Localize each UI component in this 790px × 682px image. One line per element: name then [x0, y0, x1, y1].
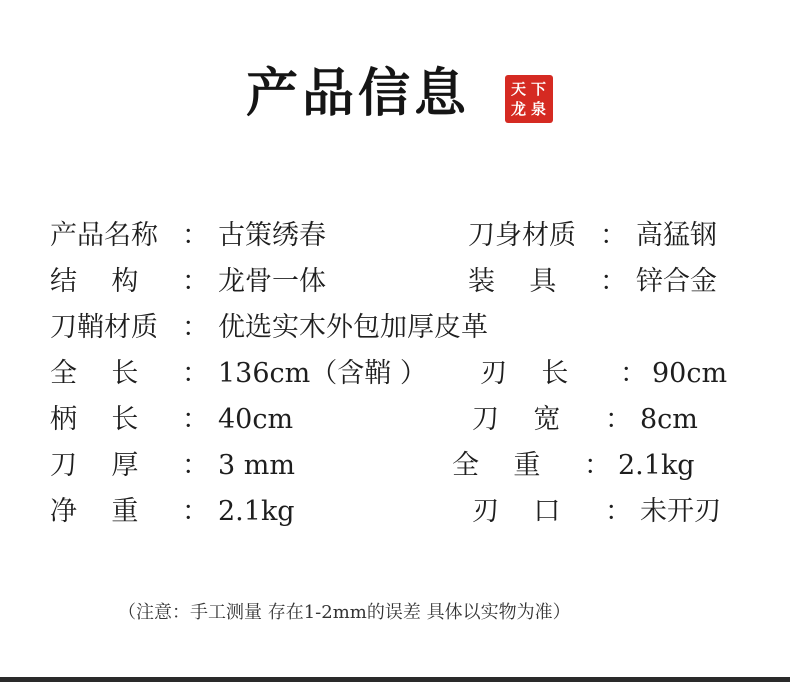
spec-value: 2.1kg — [618, 450, 695, 481]
spec-separator: ： — [620, 358, 647, 389]
spec-separator: ： — [182, 358, 209, 389]
spec-label: 全 重 — [452, 450, 541, 481]
spec-row — [50, 216, 750, 256]
measurement-note: （注意：手工测量 存在1-2mm的误差 具体以实物为准） — [118, 602, 571, 623]
spec-separator: ： — [182, 496, 209, 527]
spec-value: 2.1kg — [218, 496, 295, 527]
spec-label: 结 构 — [50, 266, 139, 297]
spec-separator: ： — [584, 450, 611, 481]
spec-value: 锌合金 — [636, 266, 717, 297]
spec-separator: ： — [182, 450, 209, 481]
spec-separator: ： — [182, 404, 209, 435]
spec-label: 全 长 — [50, 358, 139, 389]
bottom-divider — [0, 677, 790, 682]
spec-separator: ： — [182, 220, 209, 251]
spec-row — [50, 308, 750, 348]
seal-char: 下 — [531, 80, 547, 98]
spec-row — [50, 446, 750, 486]
spec-separator: ： — [182, 266, 209, 297]
spec-value: 8cm — [640, 404, 698, 435]
spec-label: 刃 口 — [472, 496, 561, 527]
spec-separator: ： — [605, 404, 632, 435]
seal-char: 泉 — [531, 100, 547, 118]
seal-char: 龙 — [511, 100, 527, 118]
spec-value: 90cm — [652, 358, 728, 389]
spec-value: 古策绣春 — [218, 220, 326, 251]
spec-value: 龙骨一体 — [218, 266, 326, 297]
spec-value: 40cm — [218, 404, 294, 435]
spec-row — [50, 492, 750, 532]
spec-label: 产品名称 — [50, 220, 158, 251]
spec-label: 刀鞘材质 — [50, 312, 158, 343]
spec-value: 136cm（含鞘 ） — [218, 358, 427, 389]
spec-label: 装 具 — [468, 266, 557, 297]
spec-value: 未开刃 — [640, 496, 721, 527]
spec-row — [50, 354, 750, 394]
spec-label: 刀 厚 — [50, 450, 139, 481]
spec-value: 高猛钢 — [636, 220, 717, 251]
spec-separator: ： — [182, 312, 209, 343]
spec-row — [50, 400, 750, 440]
page-title: 产品信息 — [246, 63, 471, 124]
spec-value: 优选实木外包加厚皮革 — [218, 312, 488, 343]
spec-separator: ： — [605, 496, 632, 527]
seal-stamp — [505, 75, 553, 123]
seal-char: 天 — [511, 80, 527, 98]
spec-label: 刃 长 — [480, 358, 569, 389]
spec-row — [50, 262, 750, 302]
spec-label: 净 重 — [50, 496, 139, 527]
spec-label: 柄 长 — [50, 404, 139, 435]
spec-value: 3 mm — [218, 450, 295, 481]
spec-separator: ： — [600, 220, 627, 251]
spec-separator: ： — [600, 266, 627, 297]
spec-label: 刀身材质 — [468, 220, 576, 251]
spec-label: 刀 宽 — [472, 404, 561, 435]
